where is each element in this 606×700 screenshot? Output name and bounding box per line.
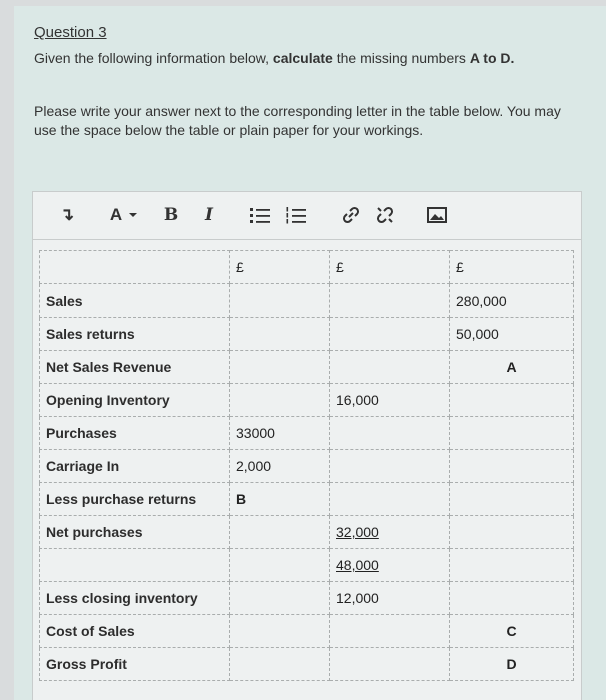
table-row	[40, 648, 574, 681]
cell-col3-answer-d[interactable]: D	[450, 648, 574, 681]
row-label[interactable]: Net Sales Revenue	[40, 351, 230, 384]
cell-col1[interactable]	[230, 318, 330, 351]
instructions: Please write your answer next to the corresponding letter in the table below. You may use the space below the table or plain paper for your workings.	[34, 103, 561, 138]
image-icon[interactable]	[425, 202, 449, 228]
cell-col3[interactable]: 280,000	[450, 284, 574, 318]
question-text-bold: calculate	[272, 50, 333, 66]
row-label[interactable]: Carriage In	[40, 450, 230, 483]
unlink-icon[interactable]	[373, 202, 397, 228]
cell-col3[interactable]	[450, 417, 574, 450]
paragraph-format-glyph: ↴	[59, 205, 75, 224]
cell-col3[interactable]	[450, 516, 574, 549]
font-color-label: A	[109, 205, 123, 224]
row-label[interactable]: Purchases	[40, 417, 230, 450]
accounts-table-wrapper	[39, 250, 573, 681]
question-text-prefix: Given the following information below,	[34, 50, 273, 66]
cell-col2[interactable]	[330, 417, 450, 450]
cell-col2[interactable]: 16,000	[330, 384, 450, 417]
cell-col1[interactable]	[230, 648, 330, 681]
table-header-cell[interactable]	[40, 251, 230, 284]
table-header-cell[interactable]: £	[450, 251, 574, 284]
question-text	[34, 50, 514, 66]
cell-col1-answer-b[interactable]: B	[230, 483, 330, 516]
cell-col1[interactable]	[230, 582, 330, 615]
row-label[interactable]: Opening Inventory	[40, 384, 230, 417]
rich-text-editor[interactable]	[32, 191, 582, 700]
cell-col1[interactable]: 33000	[230, 417, 330, 450]
cell-col1[interactable]	[230, 284, 330, 318]
table-header-cell[interactable]: £	[230, 251, 330, 284]
link-icon[interactable]	[339, 202, 363, 228]
cell-col3[interactable]: 50,000	[450, 318, 574, 351]
table-row	[40, 615, 574, 648]
font-color-button[interactable]	[97, 202, 151, 228]
table-row	[40, 549, 574, 582]
cell-col3-answer-c[interactable]: C	[450, 615, 574, 648]
cell-col3[interactable]	[450, 582, 574, 615]
paragraph-format-icon[interactable]	[55, 202, 79, 228]
cell-col3[interactable]	[450, 483, 574, 516]
table-row	[40, 318, 574, 351]
cell-col1[interactable]	[230, 549, 330, 582]
table-row	[40, 384, 574, 417]
bold-button[interactable]: B	[163, 205, 179, 225]
row-label[interactable]: Gross Profit	[40, 648, 230, 681]
cell-col2[interactable]	[330, 648, 450, 681]
cell-col2[interactable]	[330, 318, 450, 351]
cell-col2[interactable]: 32,000	[330, 516, 450, 549]
table-row	[40, 516, 574, 549]
cell-col2[interactable]	[330, 284, 450, 318]
editor-toolbar	[33, 192, 581, 240]
cell-col2[interactable]	[330, 450, 450, 483]
table-row	[40, 483, 574, 516]
table-row	[40, 351, 574, 384]
table-header-row	[40, 251, 574, 284]
numbered-list-icon[interactable]	[283, 202, 309, 228]
italic-button[interactable]: I	[205, 205, 213, 225]
cell-col1[interactable]	[230, 516, 330, 549]
cell-col1[interactable]	[230, 615, 330, 648]
chevron-down-icon	[128, 211, 138, 219]
table-row	[40, 450, 574, 483]
question-text-bold2: A to D.	[469, 50, 515, 66]
cell-col2[interactable]	[330, 615, 450, 648]
cell-col3[interactable]	[450, 549, 574, 582]
question-card	[14, 6, 606, 700]
question-text-middle: the missing numbers	[332, 50, 470, 66]
row-label[interactable]: Less purchase returns	[40, 483, 230, 516]
cell-col3[interactable]	[450, 450, 574, 483]
table-row	[40, 417, 574, 450]
cell-col1[interactable]: 2,000	[230, 450, 330, 483]
accounts-table-body	[40, 251, 574, 681]
bullet-list-icon[interactable]	[247, 202, 273, 228]
row-label[interactable]: Less closing inventory	[40, 582, 230, 615]
cell-col3-answer-a[interactable]: A	[450, 351, 574, 384]
row-label[interactable]: Net purchases	[40, 516, 230, 549]
cell-col1[interactable]	[230, 351, 330, 384]
accounts-table[interactable]	[39, 250, 574, 681]
table-row	[40, 284, 574, 318]
cell-col2[interactable]: 12,000	[330, 582, 450, 615]
row-label[interactable]: Cost of Sales	[40, 615, 230, 648]
cell-col1[interactable]	[230, 384, 330, 417]
cell-col2[interactable]	[330, 351, 450, 384]
row-label[interactable]: Sales	[40, 284, 230, 318]
row-label[interactable]	[40, 549, 230, 582]
table-row	[40, 582, 574, 615]
cell-col3[interactable]	[450, 384, 574, 417]
question-title: Question 3	[34, 24, 107, 41]
table-header-cell[interactable]: £	[330, 251, 450, 284]
row-label[interactable]: Sales returns	[40, 318, 230, 351]
cell-col2[interactable]: 48,000	[330, 549, 450, 582]
cell-col2[interactable]	[330, 483, 450, 516]
